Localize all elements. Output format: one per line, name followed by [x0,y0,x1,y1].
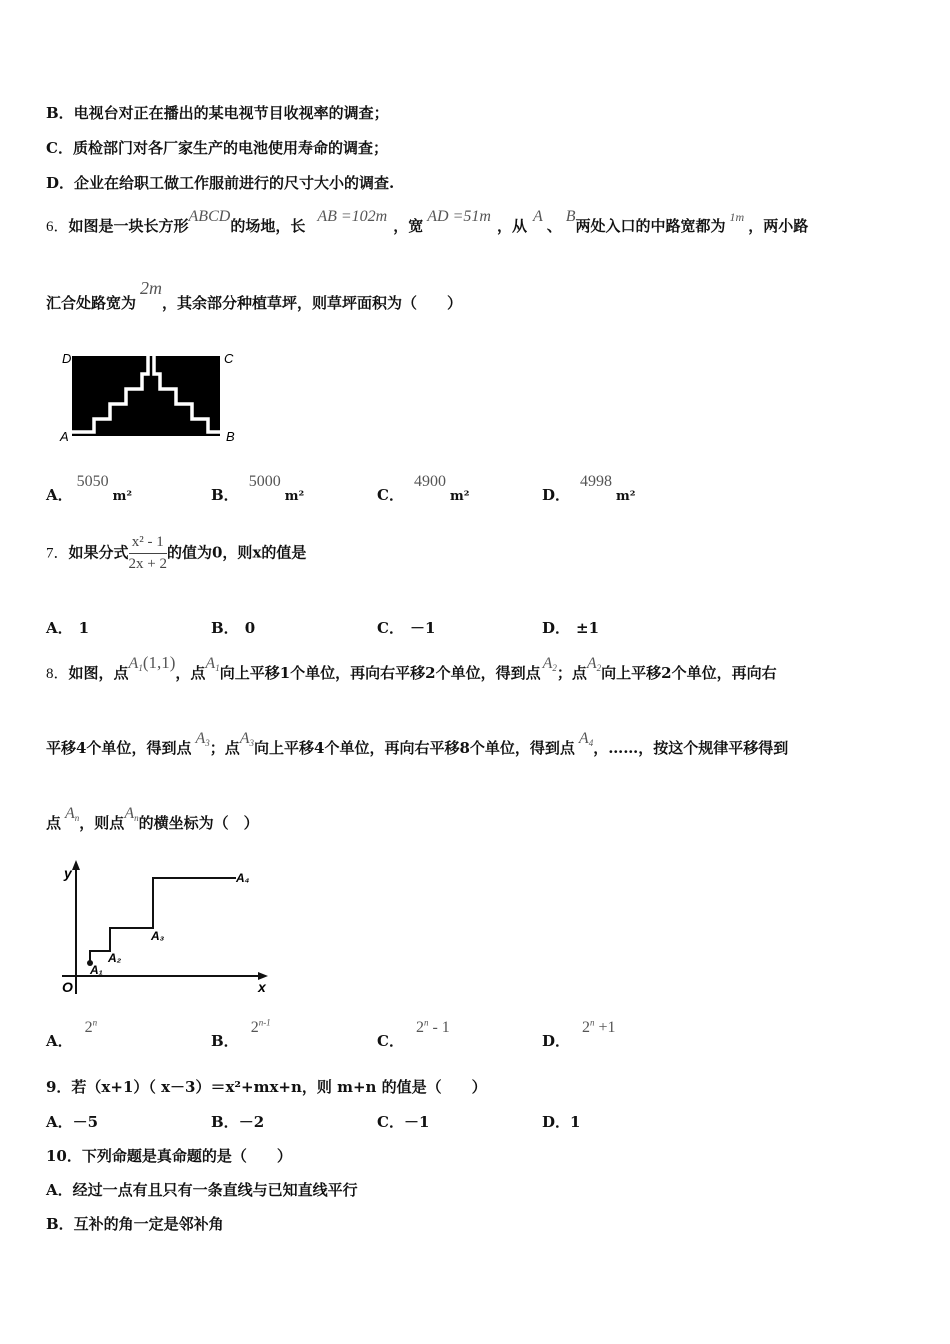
q8-math-a4: A4 [578,730,594,748]
q8-text: 向上平移2个单位，再向右 [601,664,777,682]
q6-text: 汇合处路宽为 [46,294,137,312]
q7-options [46,617,906,637]
q6-text: ，宽 [393,217,424,235]
q6-math-1m: 1m [729,210,745,224]
q6-math-ad: AD =51m [427,208,491,225]
q6-math-ab: AB =102m [317,208,388,225]
q6-number: 6． [46,219,69,235]
option-value: －2 [238,1113,265,1131]
q8-math-a2: A2 [542,655,557,673]
q8-stem-line3 [46,805,259,833]
q9-option-c[interactable] [377,1111,429,1132]
fig8-x-label: x [258,979,266,995]
option-unit: m² [284,489,305,504]
option-letter: D． [542,1113,571,1131]
q6-stem-line1 [46,208,809,236]
q6-text: 、 [546,217,562,235]
q7-stem [46,534,306,573]
option-unit: m² [449,489,470,504]
q8-option-b[interactable] [211,1017,271,1051]
option-letter: C． [377,1032,404,1050]
fig6-label-d: D [62,351,72,366]
q8-text: ；点 [556,664,587,682]
q8-math-a2-ref: A2 [586,655,602,673]
option-letter: D． [542,619,571,637]
q6-option-d[interactable] [542,473,636,505]
option-value: －5 [72,1113,99,1131]
q8-text: 向上平移1个单位，再向右平移2个单位，得到点 [219,664,541,682]
q8-math-a1-coord: (1,1) [142,653,176,672]
fig8-a4-label: A₄ [236,871,250,885]
option-value: 2$^n$ - 1 [415,1017,450,1036]
q8-math-a1: A1 [128,655,143,673]
q8-stem-line2 [46,730,789,758]
q8-stem-line1 [46,653,777,683]
q8-text: ，则点 [79,814,125,832]
option-letter: D． [542,1032,571,1050]
q8-math-a3-ref: A3 [239,730,255,748]
fraction-denominator: 2x + 2 [128,556,167,572]
fraction-numerator: x² - 1 [129,534,167,554]
option-unit: m² [616,489,636,504]
option-letter: A． [46,1032,73,1050]
fig8-a2-label: A₂ [108,951,122,965]
q8-options [46,1014,906,1050]
q7-option-b[interactable] [211,617,255,638]
q8-number: 8． [46,666,69,682]
option-letter: D． [542,486,571,504]
option-value: $2^n +1$ [582,1017,616,1036]
q10-option-b[interactable]: B．互补的角一定是邻补角 [46,1215,224,1233]
q9-option-b[interactable] [211,1111,264,1132]
option-value: 1 [78,619,90,637]
option-letter: A． [46,619,73,637]
option-value: －1 [403,1113,430,1131]
q7-text: 如果分式 [68,543,129,562]
q8-option-a[interactable] [46,1017,98,1051]
fig8-a1-label: A₁ [90,963,103,977]
q7-text: 的值为0，则x的值是 [167,543,307,562]
option-value: 1 [570,1113,581,1131]
q8-text: ，点 [175,664,206,682]
q6-text: ，两小路 [748,217,809,235]
q8-text: ，……，按这个规律平移得到 [593,739,789,757]
q6-text: 如图是一块长方形 [68,217,189,235]
option-letter: C． [377,619,404,637]
fig6-label-b: B [226,429,235,444]
q8-text: 的横坐标为（ ） [138,814,259,832]
option-value: 4998 [580,473,613,490]
option-value: －1 [409,619,436,637]
q7-option-c[interactable] [377,617,435,638]
option-letter: B． [211,619,239,637]
option-value: 5000 [248,473,281,490]
option-letter: C． [377,486,404,504]
q5-option-b: B．电视台对正在播出的某电视节目收视率的调查； [46,104,389,122]
q10-option-a[interactable]: A．经过一点有且只有一条直线与已知直线平行 [46,1181,358,1199]
q7-option-a[interactable] [46,617,89,638]
q6-figure [58,346,248,446]
q8-option-c[interactable] [377,1017,450,1051]
fig8-origin-label: O [62,979,73,995]
option-letter: B． [211,1113,239,1131]
option-value: 0 [244,619,256,637]
q8-math-an: An [65,805,80,823]
fig8-y-label: y [64,865,72,881]
q6-text: ，其余部分种植草坪，则草坪面积为（ ） [162,294,463,312]
q6-text: 两处入口的中路宽都为 [575,217,726,235]
option-value: 4900 [413,473,446,490]
q9-options [46,1111,906,1131]
q7-number: 7． [46,545,69,562]
fig6-label-c: C [224,351,234,366]
option-letter: C． [377,1113,404,1131]
q6-option-c[interactable] [377,473,470,505]
q8-text: 点 [46,814,62,832]
option-letter: A． [46,1113,73,1131]
q7-option-d[interactable] [542,617,599,638]
option-letter: B． [211,1032,239,1050]
q6-math-abcd: ABCD [188,208,231,225]
option-value: 5050 [76,473,109,490]
q8-math-a1-ref: A1 [205,655,220,673]
translation-path [90,878,236,962]
option-letter: B． [211,486,239,504]
q6-text: ，从 [496,217,527,235]
q8-text: 平移4个单位，得到点 [46,739,192,757]
q8-text: 向上平移4个单位，再向右平移8个单位，得到点 [254,739,575,757]
q6-option-b[interactable] [211,473,305,505]
q7-fraction [129,534,167,573]
q10-stem: 10．下列命题是真命题的是（ ） [46,1147,292,1165]
y-axis-arrow [72,860,80,870]
q6-math-a: A [532,208,543,225]
fig6-label-a: A [60,429,69,444]
option-unit: m² [112,489,133,504]
q6-options [46,470,906,506]
q9-option-d[interactable] [542,1111,580,1132]
q8-math-a3: A3 [195,730,210,748]
q9-option-a[interactable] [46,1111,98,1132]
q8-option-d[interactable] [542,1017,616,1051]
q5-option-d: D．企业在给职工做工作服前进行的尺寸大小的调查. [46,174,395,192]
q6-stem-line2 [46,278,463,313]
q6-option-a[interactable] [46,473,133,505]
option-value: ±1 [576,619,600,637]
q6-math-2m: 2m [140,278,163,298]
q9-stem: 9．若（x+1）（ x－3）＝x²+mx+n，则 m+n 的值是（ ） [46,1078,487,1096]
q8-text: 如图，点 [68,664,129,682]
q8-text: ；点 [209,739,240,757]
q6-text: 的场地，长 [230,217,306,235]
q8-math-an-ref: An [124,805,139,823]
option-value: 2$^{n-1}$ [250,1017,271,1036]
q8-figure [56,858,296,998]
option-letter: A． [46,486,73,504]
q6-math-b: B [565,208,576,225]
fig8-a3-label: A₃ [151,929,165,943]
option-value: 2$^n$ [84,1017,98,1036]
q5-option-c: C．质检部门对各厂家生产的电池使用寿命的调查； [46,139,388,157]
